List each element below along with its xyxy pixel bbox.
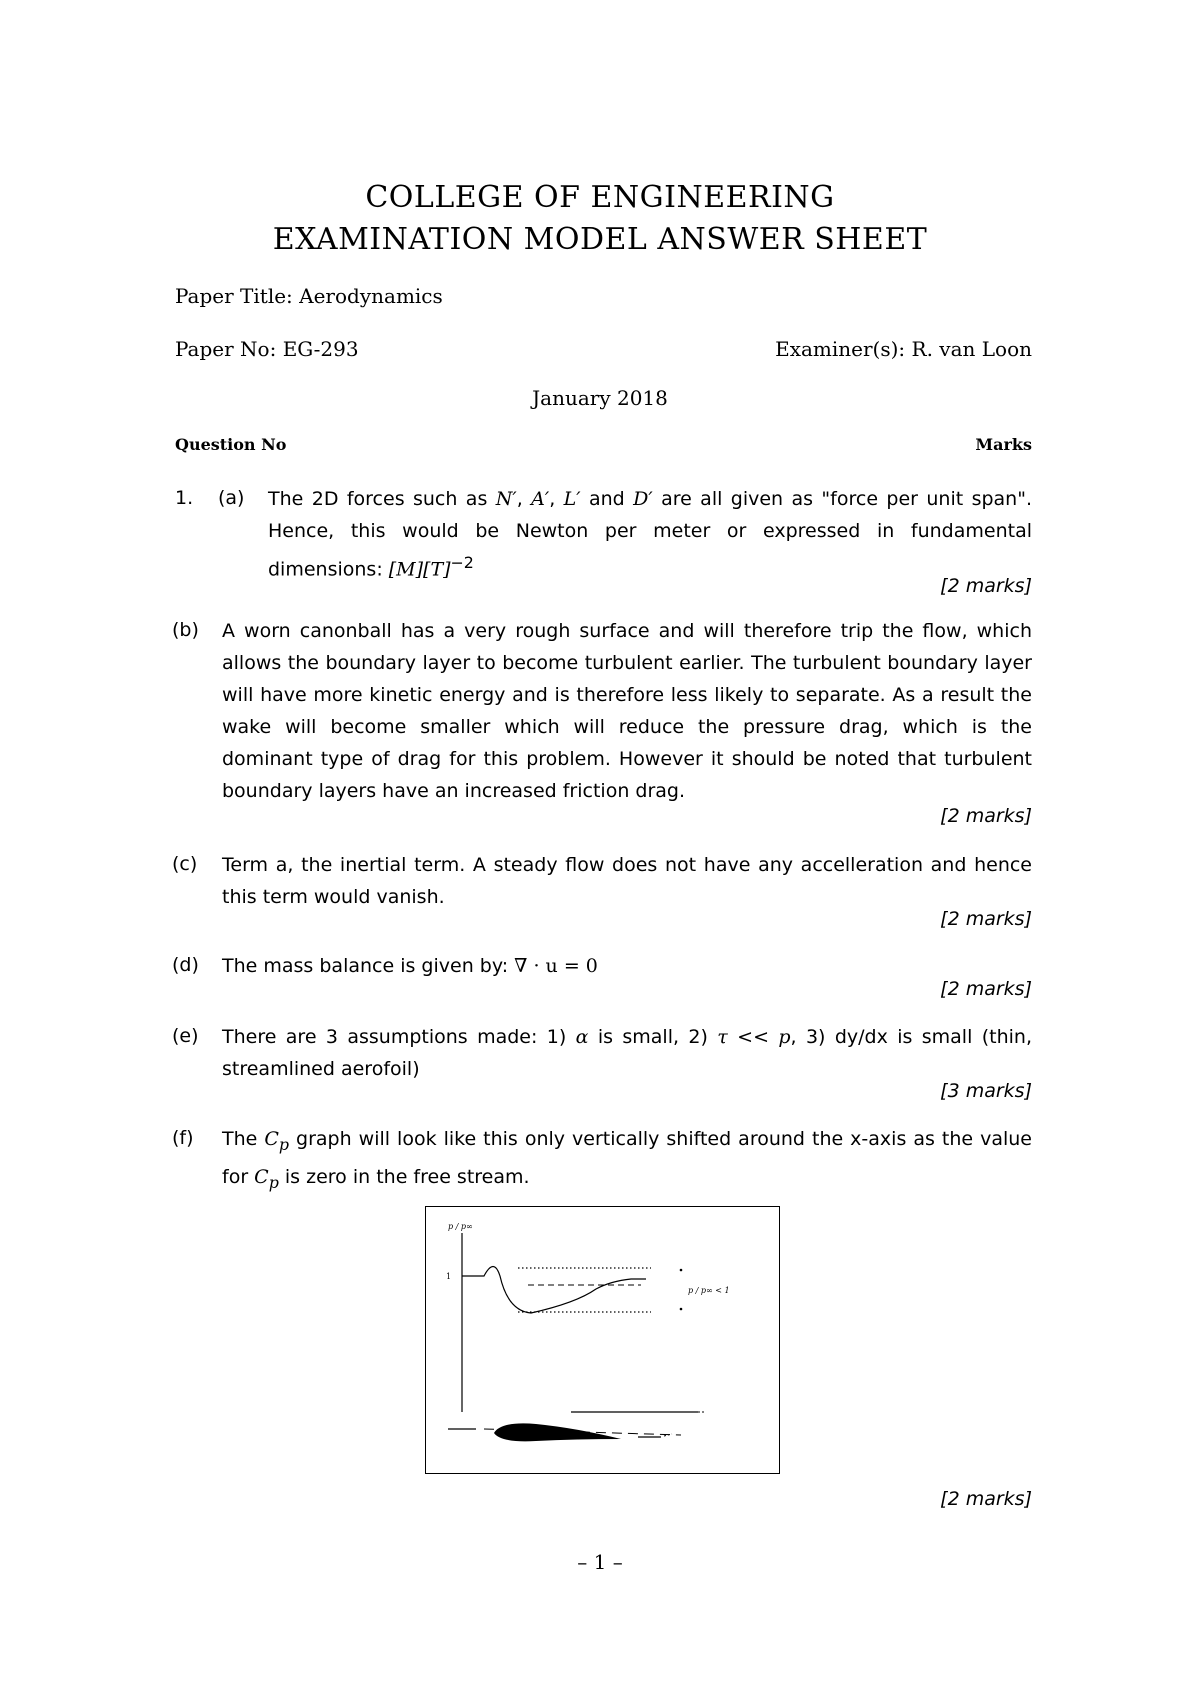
part-e-answer [222, 1021, 1032, 1085]
symbol-cp: C [264, 1128, 279, 1150]
part-f-answer [222, 1123, 1032, 1199]
right-label: p / p∞ < 1 [688, 1286, 730, 1295]
part-c-marks: [2 marks] [940, 908, 1032, 930]
part-a-marks: [2 marks] [940, 575, 1032, 597]
mass-balance-equation: ∇ · u = 0 [514, 955, 598, 977]
examiner [775, 337, 1032, 361]
symbol-n-prime: N′ [495, 488, 517, 510]
part-e-text-3: << [727, 1026, 779, 1048]
part-f-text-3: is zero in the free stream. [278, 1165, 530, 1188]
one-label: 1 [446, 1272, 452, 1281]
part-a-text-1: The 2D forces such as [268, 488, 496, 510]
paper-number-label: Paper No: [175, 337, 277, 361]
symbol-cp-subscript-2: p [268, 1172, 279, 1192]
part-a-label: (a) [218, 487, 245, 509]
part-d-marks: [2 marks] [940, 978, 1032, 1000]
part-b-marks: [2 marks] [940, 805, 1032, 827]
part-d-label: (d) [172, 954, 199, 976]
symbol-cp-subscript: p [278, 1134, 290, 1154]
symbol-l-prime: L′ [563, 488, 581, 510]
part-a-answer [268, 483, 1032, 585]
part-d-text: The mass balance is given by: [222, 955, 515, 977]
part-e-text-1: There are 3 assumptions made: 1) [222, 1026, 576, 1048]
part-c-label: (c) [172, 853, 198, 875]
symbol-d-prime: D′ [633, 488, 653, 510]
sheet-title: EXAMINATION MODEL ANSWER SHEET [272, 222, 928, 257]
paper-number-value: EG-293 [282, 337, 359, 361]
bracket-dot-top [680, 1269, 683, 1272]
part-f-text-1: The [222, 1128, 265, 1150]
dimension-exponent: −2 [450, 553, 474, 572]
pressure-distribution-sketch [426, 1207, 781, 1475]
paper-title-label: Paper Title: [175, 284, 293, 308]
part-e-text-4: , 3) dy/dx is small (thin, streamlined aerofoil) [222, 1026, 1033, 1080]
part-c-answer: Term a, the inertial term. A steady flow does not have any accelleration and hence this term would vanish. [222, 854, 1032, 908]
paper-number [175, 337, 359, 361]
bracket-dot-bottom [680, 1308, 683, 1311]
question-no-header: Question No [175, 435, 287, 454]
marks-header: Marks [975, 435, 1032, 454]
institution-title: COLLEGE OF ENGINEERING [365, 180, 835, 215]
part-f-marks: [2 marks] [940, 1488, 1032, 1510]
pressure-distribution-figure [425, 1206, 780, 1474]
symbol-a-prime: A′ [531, 488, 550, 510]
part-a-sep-1: , [516, 488, 532, 510]
part-a-text-2: are all given as "force per unit span". Hence, this would be Newton per meter or expressed in fundamental dimensions: [268, 488, 1032, 581]
question-number: 1. [175, 487, 194, 509]
examiner-value: R. van Loon [911, 337, 1032, 361]
part-e-label: (e) [172, 1025, 199, 1047]
part-e-text-2: is small, 2) [588, 1026, 718, 1048]
symbol-alpha: α [575, 1026, 589, 1048]
exam-date: January 2018 [532, 386, 668, 410]
part-b-answer: A worn canonball has a very rough surface and will therefore trip the flow, which allows the boundary layer to become turbulent earlier. The turbulent boundary layer will have more kinetic energy and is therefore less likely to separate. As a result the wake will become smaller which will reduce the pressure drag, which is the dominant type of drag for this problem. However it should be noted that turbulent boundary layers have an increased friction drag. [222, 620, 1032, 802]
dimensions: [M][T] [388, 558, 451, 581]
pressure-curve [462, 1267, 646, 1314]
part-b-label: (b) [172, 619, 199, 641]
examiner-label: Examiner(s): [775, 337, 906, 361]
symbol-cp-2: C [254, 1165, 269, 1188]
part-f-label: (f) [172, 1127, 194, 1149]
part-d-answer [222, 950, 1032, 982]
part-a-sep-2: , [549, 488, 564, 510]
paper-title [175, 284, 443, 308]
part-f-text-2: graph will look like this only vertically shifted around the x-axis as the value for [222, 1128, 1032, 1188]
page-number: – 1 – [577, 1550, 623, 1574]
part-a-sep-3: and [580, 488, 634, 510]
part-e-marks: [3 marks] [940, 1080, 1032, 1102]
paper-title-value: Aerodynamics [299, 284, 443, 308]
y-axis-label: p / p∞ [448, 1222, 473, 1231]
symbol-tau: τ [717, 1026, 728, 1048]
symbol-p: p [778, 1026, 791, 1048]
